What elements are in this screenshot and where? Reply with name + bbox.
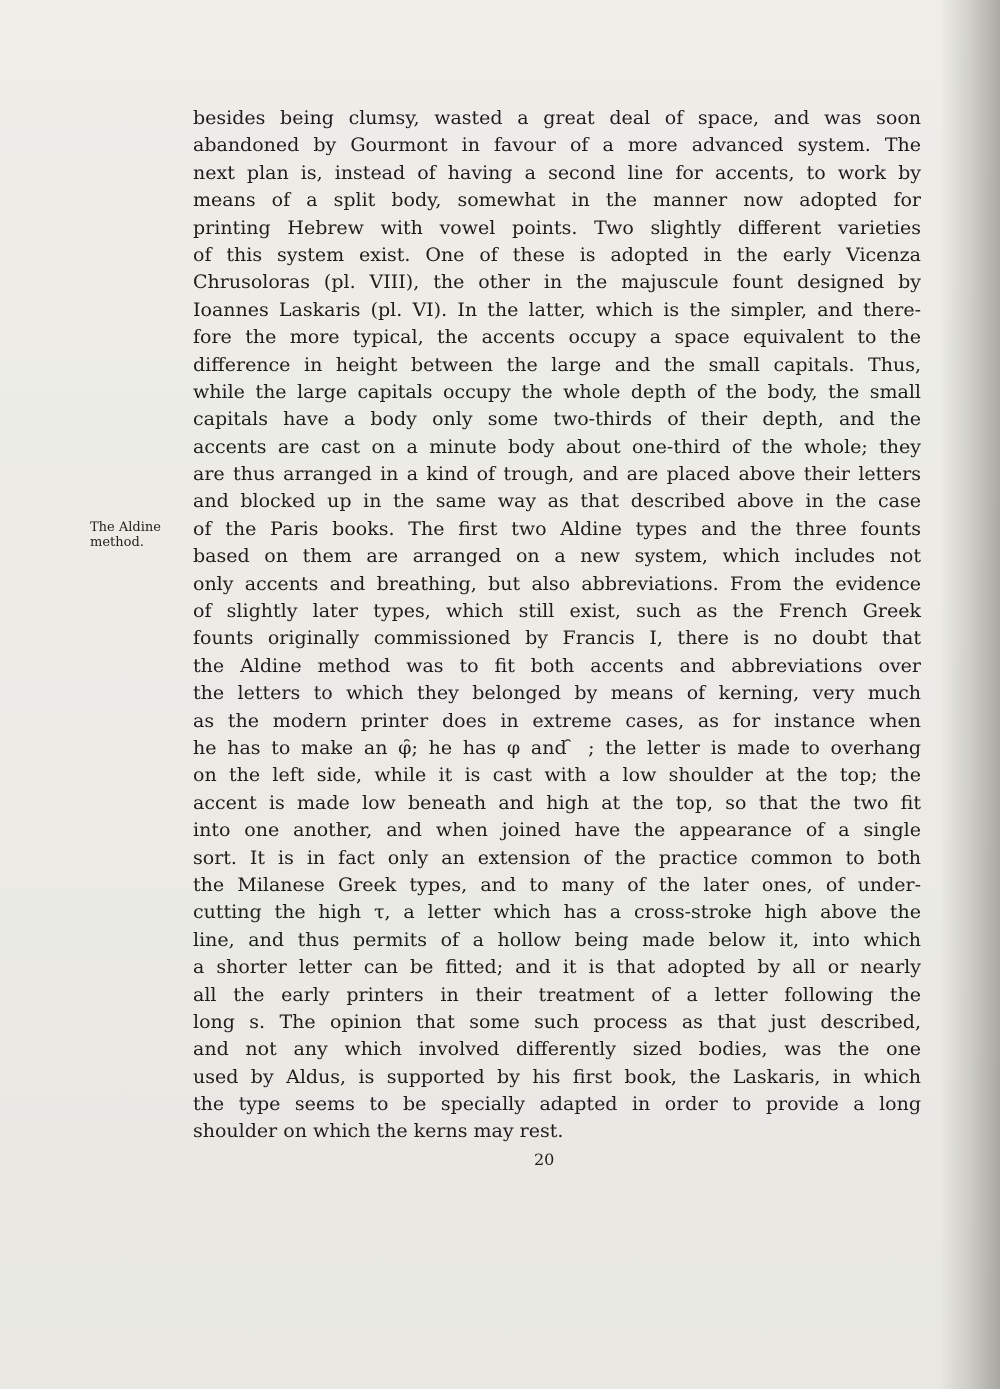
text-line: besides being clumsy, wasted a great deal of space, and was soon [193, 107, 921, 129]
text-line: are thus arranged in a kind of trough, and are placed above their letters [193, 463, 921, 486]
text-line: capitals have a body only some two-thirds of their depth, and the [193, 408, 921, 431]
text-line: the letters to which they belonged by means of kerning, very much [193, 682, 921, 705]
text-line: of this system exist. One of these is adopted in the early Vicenza [193, 243, 921, 266]
text-line: accents are cast on a minute body about one-third of the whole; they [193, 435, 921, 458]
text-line: used by Aldus, is supported by his first book, the Laskaris, in which [193, 1065, 921, 1088]
text-line: all the early printers in their treatment of a letter following the [193, 983, 921, 1006]
marginal-note-line: The Aldine [90, 520, 161, 535]
text-line: shoulder on which the kerns may rest. [193, 1120, 564, 1143]
text-line: next plan is, instead of having a second line for accents, to work by [193, 161, 921, 184]
text-line: based on them are arranged on a new system, which includes not [193, 545, 921, 568]
text-line: the Aldine method was to fit both accents and abbreviations over [193, 654, 921, 677]
body-text [193, 105, 921, 1146]
text-line: only accents and breathing, but also abbreviations. From the evidence [193, 572, 921, 595]
text-line: Chrusoloras (pl. VIII), the other in the majuscule fount designed by [193, 271, 921, 294]
text-line: founts originally commissioned by Francis I, there is no doubt that [193, 627, 921, 650]
text-line: of the Paris books. The first two Aldine types and the three founts [193, 517, 921, 540]
marginal-note [90, 520, 186, 550]
text-line: long s. The opinion that some such process as that just described, [193, 1010, 921, 1033]
text-line: accent is made low beneath and high at the top, so that the two fit [193, 791, 921, 814]
text-line: on the left side, while it is cast with a low shoulder at the top; the [193, 764, 921, 787]
text-line: means of a split body, somewhat in the manner now adopted for [193, 189, 921, 212]
marginal-note-line: method. [90, 535, 144, 550]
text-line: the Milanese Greek types, and to many of the later ones, of under- [193, 873, 921, 896]
text-line: sort. It is in fact only an extension of the practice common to both [193, 846, 921, 869]
page-number: 20 [534, 1150, 555, 1169]
text-line: a shorter letter can be fitted; and it is that adopted by all or nearly [193, 956, 921, 979]
text-line: into one another, and when joined have the appearance of a single [193, 819, 921, 842]
text-line: and blocked up in the same way as that described above in the case [193, 490, 921, 513]
text-line: he has to make an φ̑; he has φ and ̑ ; the letter is made to overhang [193, 736, 921, 759]
text-line: cutting the high τ, a letter which has a cross-stroke high above the [193, 901, 921, 924]
text-line: while the large capitals occupy the whole depth of the body, the small [193, 380, 921, 403]
text-line: abandoned by Gourmont in favour of a more advanced system. The [193, 134, 921, 157]
text-line: fore the more typical, the accents occupy a space equivalent to the [193, 326, 921, 349]
text-line: printing Hebrew with vowel points. Two slightly different varieties [193, 216, 921, 239]
text-line: of slightly later types, which still exist, such as the French Greek [193, 600, 921, 623]
text-line: Ioannes Laskaris (pl. VI). In the latter, which is the simpler, and there- [193, 298, 921, 321]
text-line: line, and thus permits of a hollow being made below it, into which [193, 928, 921, 951]
text-line: difference in height between the large and the small capitals. Thus, [193, 353, 921, 376]
text-line: the type seems to be specially adapted in order to provide a long [193, 1093, 921, 1116]
text-line: and not any which involved differently sized bodies, was the one [193, 1038, 921, 1061]
text-line: as the modern printer does in extreme cases, as for instance when [193, 709, 921, 732]
